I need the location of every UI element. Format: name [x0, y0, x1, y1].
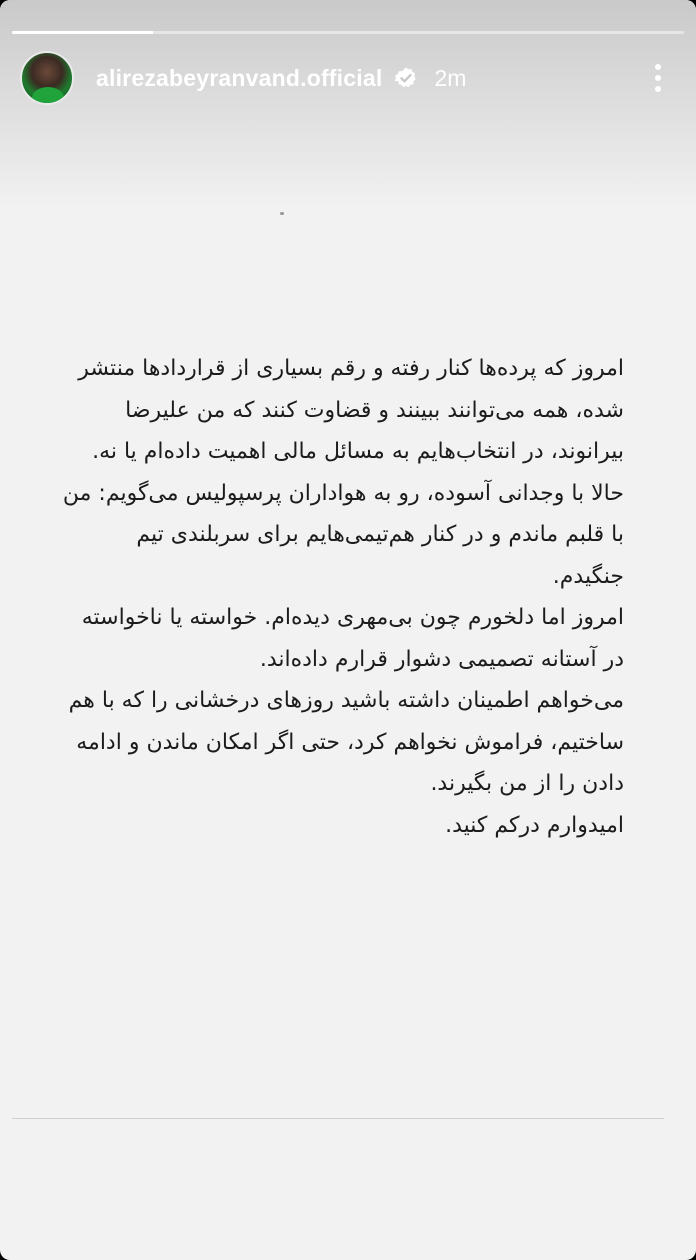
post-time: 2m: [434, 64, 467, 91]
message-paragraph-3: امروز اما دلخورم چون بی‌مهری دیده‌ام. خواسته یا ناخواسته در آستانه تصمیمی دشوار قرارم داده‌اند.: [81, 605, 624, 672]
more-vertical-icon[interactable]: [648, 62, 668, 94]
avatar[interactable]: [20, 51, 74, 105]
story-header: [20, 48, 676, 108]
story-message: [60, 348, 624, 846]
message-paragraph-4: می‌خواهم اطمینان داشته باشید روزهای درخشانی را که با هم ساختیم، فراموش نخواهم کرد، حتی اگر امکان ماندن و ادامه دادن را از من بگیرند.: [68, 688, 624, 796]
verified-badge-icon: [394, 66, 418, 90]
author-username[interactable]: alirezabeyranvand.official: [96, 64, 383, 91]
message-paragraph-5: امیدوارم درکم کنید.: [445, 812, 624, 838]
reply-divider: [12, 1118, 664, 1119]
story-progress-fill: [12, 31, 153, 34]
message-paragraph-2: حالا با وجدانی آسوده، رو به هواداران پرسپولیس می‌گویم: من با قلبم ماندم و در کنار هم‌تیمی‌هایم برای سربلندی تیم جنگیدم.: [62, 480, 624, 589]
story-progress-bar: [12, 31, 684, 34]
small-mark: [280, 212, 284, 215]
message-paragraph-1: امروز که پرده‌ها کنار رفته و رقم بسیاری از قراردادها منتشر شده، همه می‌توانند ببینند و قضاوت کنند که من علیرضا بیرانوند، در انتخاب‌هایم به مسائل مالی اهمیت داده‌ام یا نه.: [78, 356, 624, 464]
